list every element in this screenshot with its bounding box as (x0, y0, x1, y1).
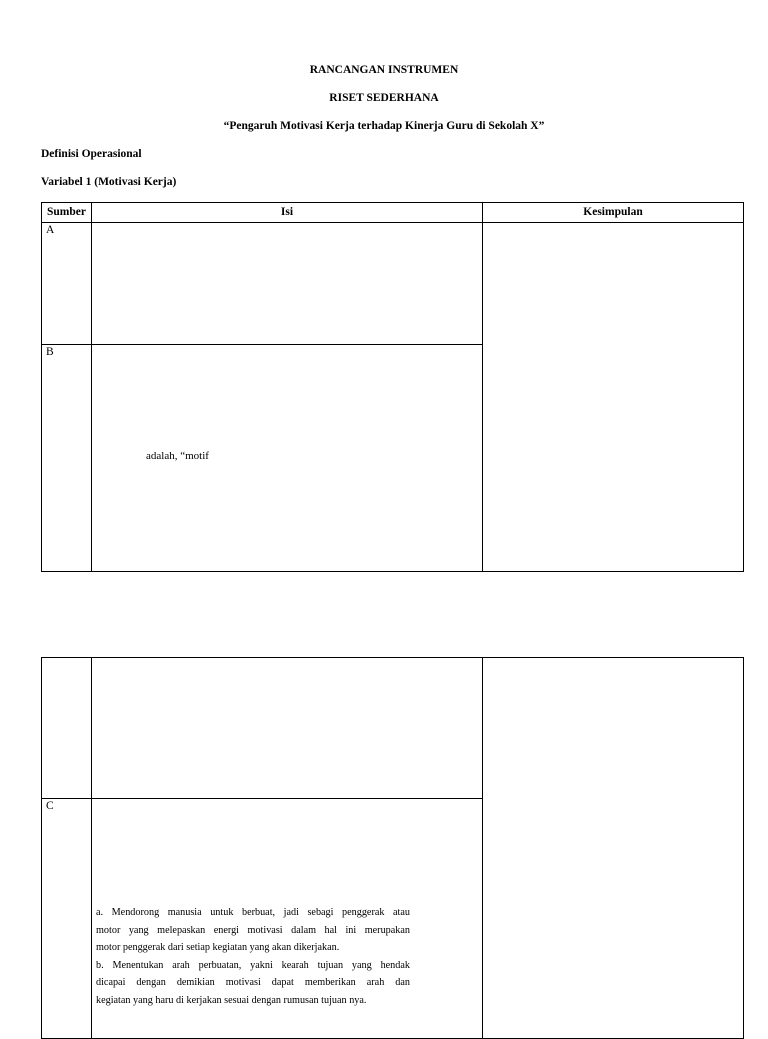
isi-cell (92, 658, 483, 799)
kesimpulan-cell (483, 658, 744, 1039)
list-line: motor yang melepaskan energi motivasi dalam hal ini merupakan (96, 924, 410, 936)
instrument-table-2 (41, 657, 744, 1039)
header-kesimpulan: Kesimpulan (483, 203, 744, 223)
isi-cell (92, 799, 483, 1039)
variable-label: Variabel 1 (Motivasi Kerja) (41, 176, 177, 188)
isi-text: adalah, “motif (146, 450, 209, 462)
table-row (42, 223, 744, 345)
list-line: kegiatan yang haru di kerjakan sesuai dengan rumusan tujuan nya. (96, 994, 367, 1006)
document-title: RANCANGAN INSTRUMEN (309, 64, 459, 76)
list-line: dicapai dengan demikian motivasi dapat memberikan arah dan (96, 977, 410, 988)
research-title: “Pengaruh Motivasi Kerja terhadap Kinerja Guru di Sekolah X” (223, 120, 545, 132)
instrument-table-1 (41, 202, 744, 572)
isi-cell (92, 223, 483, 345)
function-list (96, 904, 410, 1009)
header-sumber: Sumber (42, 203, 92, 223)
table-row (42, 658, 744, 799)
section-label: Definisi Operasional (41, 148, 142, 160)
sumber-cell: B (42, 345, 92, 572)
list-line: b. Menentukan arah perbuatan, yakni kearah tujuan yang hendak (96, 959, 410, 971)
sumber-cell (42, 658, 92, 799)
sumber-cell: A (42, 223, 92, 345)
list-line: a. Mendorong manusia untuk berbuat, jadi sebagi penggerak atau (96, 907, 410, 918)
document-subtitle: RISET SEDERHANA (329, 92, 439, 104)
list-line: motor penggerak dari setiap kegiatan yang akan dikerjakan. (96, 942, 340, 953)
header-isi: Isi (92, 203, 483, 223)
kesimpulan-cell (483, 223, 744, 572)
isi-cell (92, 345, 483, 572)
sumber-cell: C (42, 799, 92, 1039)
